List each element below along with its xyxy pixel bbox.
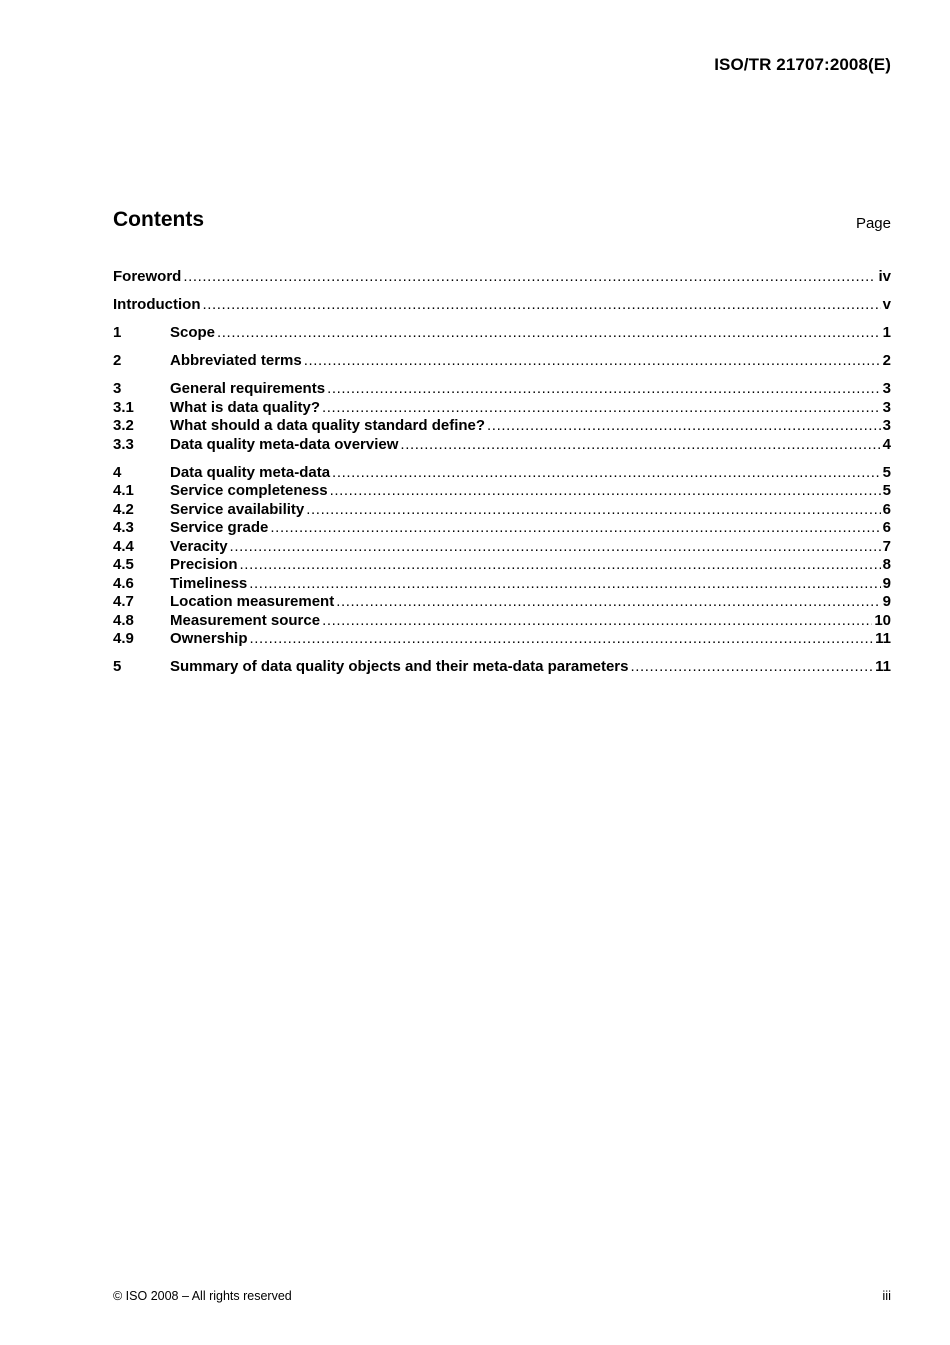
toc-entry-number: 3 bbox=[113, 380, 122, 397]
toc-entry-title: Location measurement bbox=[170, 593, 335, 610]
toc-entry-number: 4.4 bbox=[113, 537, 134, 555]
document-id: ISO/TR 21707:2008(E) bbox=[714, 55, 891, 74]
page-column-label: Page bbox=[855, 215, 891, 232]
toc-leader-dots bbox=[322, 399, 881, 418]
toc-entry-title: Precision bbox=[170, 556, 238, 573]
toc-entry-page: 2 bbox=[882, 352, 891, 369]
toc-entry-page: 9 bbox=[882, 593, 891, 610]
toc-entry-number: 4.8 bbox=[113, 611, 134, 629]
toc-entry-number: 1 bbox=[113, 324, 122, 341]
toc-entry-title: Measurement source bbox=[170, 611, 321, 629]
toc-entry-number: 4.5 bbox=[113, 556, 134, 573]
toc-entry-number: 3.1 bbox=[113, 398, 134, 416]
toc-entry-page: 6 bbox=[882, 519, 891, 536]
toc-entry-1[interactable] bbox=[113, 324, 891, 343]
toc-leader-dots bbox=[336, 593, 880, 612]
toc-entry-page: 10 bbox=[874, 611, 891, 629]
toc-entry-title: Ownership bbox=[170, 630, 248, 647]
toc-entry-title: Veracity bbox=[170, 537, 228, 555]
toc-entry-3-3[interactable] bbox=[113, 436, 891, 455]
toc-entry-foreword[interactable] bbox=[113, 268, 891, 287]
copyright-notice: © ISO 2008 – All rights reserved bbox=[113, 1289, 292, 1303]
toc-entry-4-6[interactable] bbox=[113, 575, 891, 594]
toc-entry-page: 1 bbox=[882, 324, 891, 341]
toc-entry-page: 5 bbox=[882, 482, 891, 499]
toc-entry-number: 4.3 bbox=[113, 519, 134, 536]
toc-entry-number: 4.7 bbox=[113, 593, 134, 610]
toc-entry-3[interactable] bbox=[113, 380, 891, 399]
toc-entry-4-9[interactable] bbox=[113, 630, 891, 649]
toc-leader-dots bbox=[250, 630, 874, 649]
toc-entry-page: 8 bbox=[882, 556, 891, 573]
contents-heading: Contents bbox=[113, 208, 204, 231]
toc-entry-number: 3.2 bbox=[113, 417, 134, 434]
toc-leader-dots bbox=[322, 612, 872, 631]
toc-entry-page: 6 bbox=[882, 500, 891, 518]
toc-entry-title: General requirements bbox=[170, 380, 326, 397]
toc-entry-title: Scope bbox=[170, 324, 216, 341]
toc-entry-3-1[interactable] bbox=[113, 399, 891, 418]
toc-entry-title: Introduction bbox=[113, 296, 201, 313]
toc-entry-4-8[interactable] bbox=[113, 612, 891, 631]
toc-entry-4-3[interactable] bbox=[113, 519, 891, 538]
toc-entry-title: Data quality meta-data overview bbox=[170, 435, 399, 453]
toc-entry-4-2[interactable] bbox=[113, 501, 891, 520]
toc-leader-dots bbox=[304, 352, 881, 371]
toc-entry-page: 11 bbox=[875, 658, 891, 675]
toc-entry-title: Service availability bbox=[170, 500, 305, 518]
toc-entry-4[interactable] bbox=[113, 464, 891, 483]
toc-entry-title: What should a data quality standard define? bbox=[170, 417, 486, 434]
toc-entry-number: 3.3 bbox=[113, 435, 134, 453]
toc-entry-4-5[interactable] bbox=[113, 556, 891, 575]
toc-leader-dots bbox=[217, 324, 881, 343]
toc-entry-number: 4.6 bbox=[113, 574, 134, 592]
toc-entry-page: 3 bbox=[882, 398, 891, 416]
toc-leader-dots bbox=[327, 380, 881, 399]
toc-entry-number: 5 bbox=[113, 658, 122, 675]
toc-entry-title: Data quality meta-data bbox=[170, 463, 331, 481]
toc-entry-title: What is data quality? bbox=[170, 398, 321, 416]
toc-entry-3-2[interactable] bbox=[113, 417, 891, 436]
table-of-contents bbox=[113, 268, 891, 677]
toc-entry-2[interactable] bbox=[113, 352, 891, 371]
toc-entry-number: 2 bbox=[113, 352, 122, 369]
toc-leader-dots bbox=[306, 501, 880, 520]
toc-entry-4-7[interactable] bbox=[113, 593, 891, 612]
toc-entry-title: Service completeness bbox=[170, 482, 328, 499]
toc-leader-dots bbox=[270, 519, 880, 538]
toc-entry-page: 3 bbox=[882, 417, 891, 434]
toc-entry-number: 4.2 bbox=[113, 500, 134, 518]
toc-entry-page: 5 bbox=[882, 463, 891, 481]
toc-entry-title: Summary of data quality objects and their meta-data parameters bbox=[170, 658, 629, 675]
toc-entry-number: 4.9 bbox=[113, 630, 134, 647]
toc-leader-dots bbox=[630, 658, 873, 677]
toc-entry-5[interactable] bbox=[113, 658, 891, 677]
toc-leader-dots bbox=[230, 538, 881, 557]
toc-entry-4-1[interactable] bbox=[113, 482, 891, 501]
toc-leader-dots bbox=[249, 575, 880, 594]
toc-entry-title: Abbreviated terms bbox=[170, 352, 302, 369]
toc-entry-title: Timeliness bbox=[170, 574, 248, 592]
toc-entry-page: iv bbox=[878, 268, 891, 285]
toc-entry-page: 11 bbox=[875, 630, 891, 647]
toc-leader-dots bbox=[400, 436, 880, 455]
page-number: iii bbox=[882, 1288, 891, 1303]
toc-entry-number: 4.1 bbox=[113, 482, 134, 499]
toc-leader-dots bbox=[330, 482, 881, 501]
toc-entry-4-4[interactable] bbox=[113, 538, 891, 557]
toc-entry-number: 4 bbox=[113, 463, 122, 481]
toc-leader-dots bbox=[202, 296, 880, 315]
toc-entry-page: 4 bbox=[882, 435, 891, 453]
toc-entry-page: 7 bbox=[882, 537, 891, 555]
toc-entry-introduction[interactable] bbox=[113, 296, 891, 315]
toc-leader-dots bbox=[183, 268, 876, 287]
toc-entry-page: 9 bbox=[882, 574, 891, 592]
toc-entry-title: Foreword bbox=[113, 268, 182, 285]
toc-entry-page: v bbox=[882, 296, 891, 313]
toc-leader-dots bbox=[332, 464, 881, 483]
toc-entry-page: 3 bbox=[882, 380, 891, 397]
toc-entry-title: Service grade bbox=[170, 519, 269, 536]
toc-leader-dots bbox=[487, 417, 881, 436]
toc-leader-dots bbox=[240, 556, 881, 575]
